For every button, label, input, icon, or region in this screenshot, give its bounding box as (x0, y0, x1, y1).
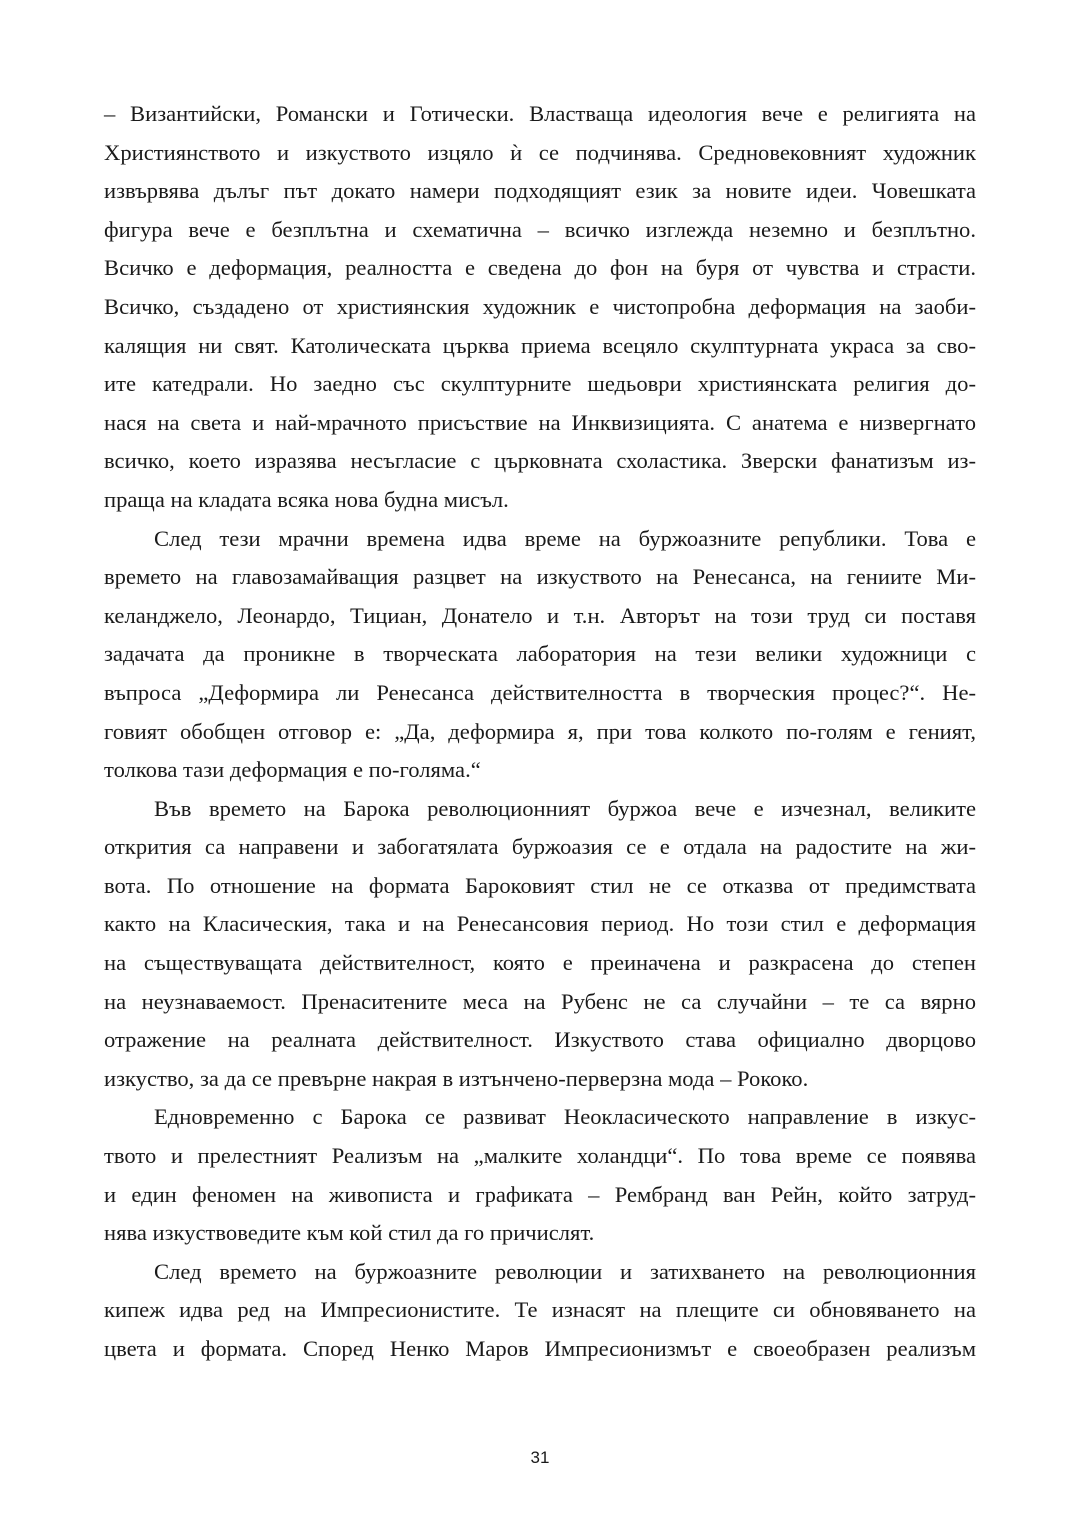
text-line: открития са направени и забогатялата буржоазия се е отдала на радостите на жи- (104, 834, 976, 860)
paragraph-4 (104, 1098, 976, 1252)
text-line: толкова тази деформация е по-голяма.“ (104, 757, 481, 783)
text-line: на съществуващата действителност, която е преиначена и разкрасена до степен (104, 950, 976, 976)
paragraph-2 (104, 520, 976, 790)
text-line: цвета и формата. Според Ненко Маров Импресионизмът е своеобразен реализъм (104, 1336, 976, 1361)
text-line: извървява дълъг път докато намери подходящият език за новите идеи. Човешката (104, 178, 976, 204)
body-text (104, 95, 976, 1369)
text-line: Във времето на Барока революционният буржоа вече е изчезнал, великите (154, 795, 976, 821)
text-line: кипеж идва ред на Импресионистите. Те изнасят на плещите си обновяването на (104, 1297, 976, 1323)
paragraph-3 (104, 790, 976, 1099)
text-line: калящия ни свят. Католическата църква приема всецяло скулптурната украса за сво- (104, 332, 976, 358)
text-line: изкуство, за да се превърне накрая в изтънчено-перверзна мода – Рококо. (104, 1065, 809, 1091)
text-line: както на Класическия, така и на Ренесансовия период. Но този стил е деформация (104, 911, 976, 937)
text-line: – Византийски, Романски и Готически. Властваща идеология вече е религията на (104, 101, 976, 126)
text-line: отражение на реалната действителност. Изкуството става официално дворцово (104, 1027, 976, 1053)
text-line: Всичко, създадено от християнския художник е чистопробна деформация на заоби- (104, 293, 976, 319)
text-line: времето на главозамайващия разцвет на изкуството на Ренесанса, на гениите Ми- (104, 564, 976, 590)
text-line: фигура вече е безплътна и схематична – всичко изглежда неземно и безплътно. (104, 216, 976, 242)
text-line: всичко, което изразява несъгласие с църковната схоластика. Зверски фанатизъм из- (104, 448, 976, 474)
text-line: След тези мрачни времена идва време на буржоазните републики. Това е (154, 525, 976, 551)
text-line: ите катедрали. Но заедно със скулптурните шедьоври християнската религия до- (104, 371, 976, 397)
text-line: твото и прелестният Реализъм на „малките холандци“. По това време се появява (104, 1143, 976, 1169)
text-line: Християнството и изкуството изцяло ѝ се подчинява. Средновековният художник (104, 139, 976, 165)
text-line: вота. По отношение на формата Бароковият стил не се отказва от предимствата (104, 872, 976, 898)
text-line: Всичко е деформация, реалността е сведена до фон на буря от чувства и страсти. (104, 255, 976, 281)
page-number: 31 (530, 1448, 550, 1467)
text-line: нява изкуствоведите към кой стил да го причислят. (104, 1220, 595, 1246)
text-line: След времето на буржоазните революции и затихването на революционния (154, 1258, 976, 1284)
text-line: задачата да проникне в творческата лаборатория на тези велики художници с (104, 641, 976, 667)
text-line: келанджело, Леонардо, Тициан, Донатело и т.н. Авторът на този труд си поставя (104, 602, 976, 628)
paragraph-1 (104, 95, 976, 520)
text-line: праща на кладата всяка нова будна мисъл. (104, 486, 509, 512)
text-line: нася на света и най-мрачното присъствие на Инквизицията. С анатема е низвергнато (104, 409, 976, 435)
text-line: и един феномен на живописта и графиката – Рембранд ван Рейн, който затруд- (104, 1181, 976, 1207)
text-line: въпроса „Деформира ли Ренесанса действителността в творческия процес?“. Не- (104, 679, 976, 705)
text-line: говият обобщен отговор е: „Да, деформира я, при това колкото по-голям е геният, (104, 718, 976, 744)
text-line: на неузнаваемост. Пренаситените меса на Рубенс не са случайни – те са вярно (104, 988, 976, 1014)
text-line: Едновременно с Барока се развиват Неокласическото направление в изкус- (154, 1104, 976, 1130)
paragraph-5 (104, 1253, 976, 1369)
